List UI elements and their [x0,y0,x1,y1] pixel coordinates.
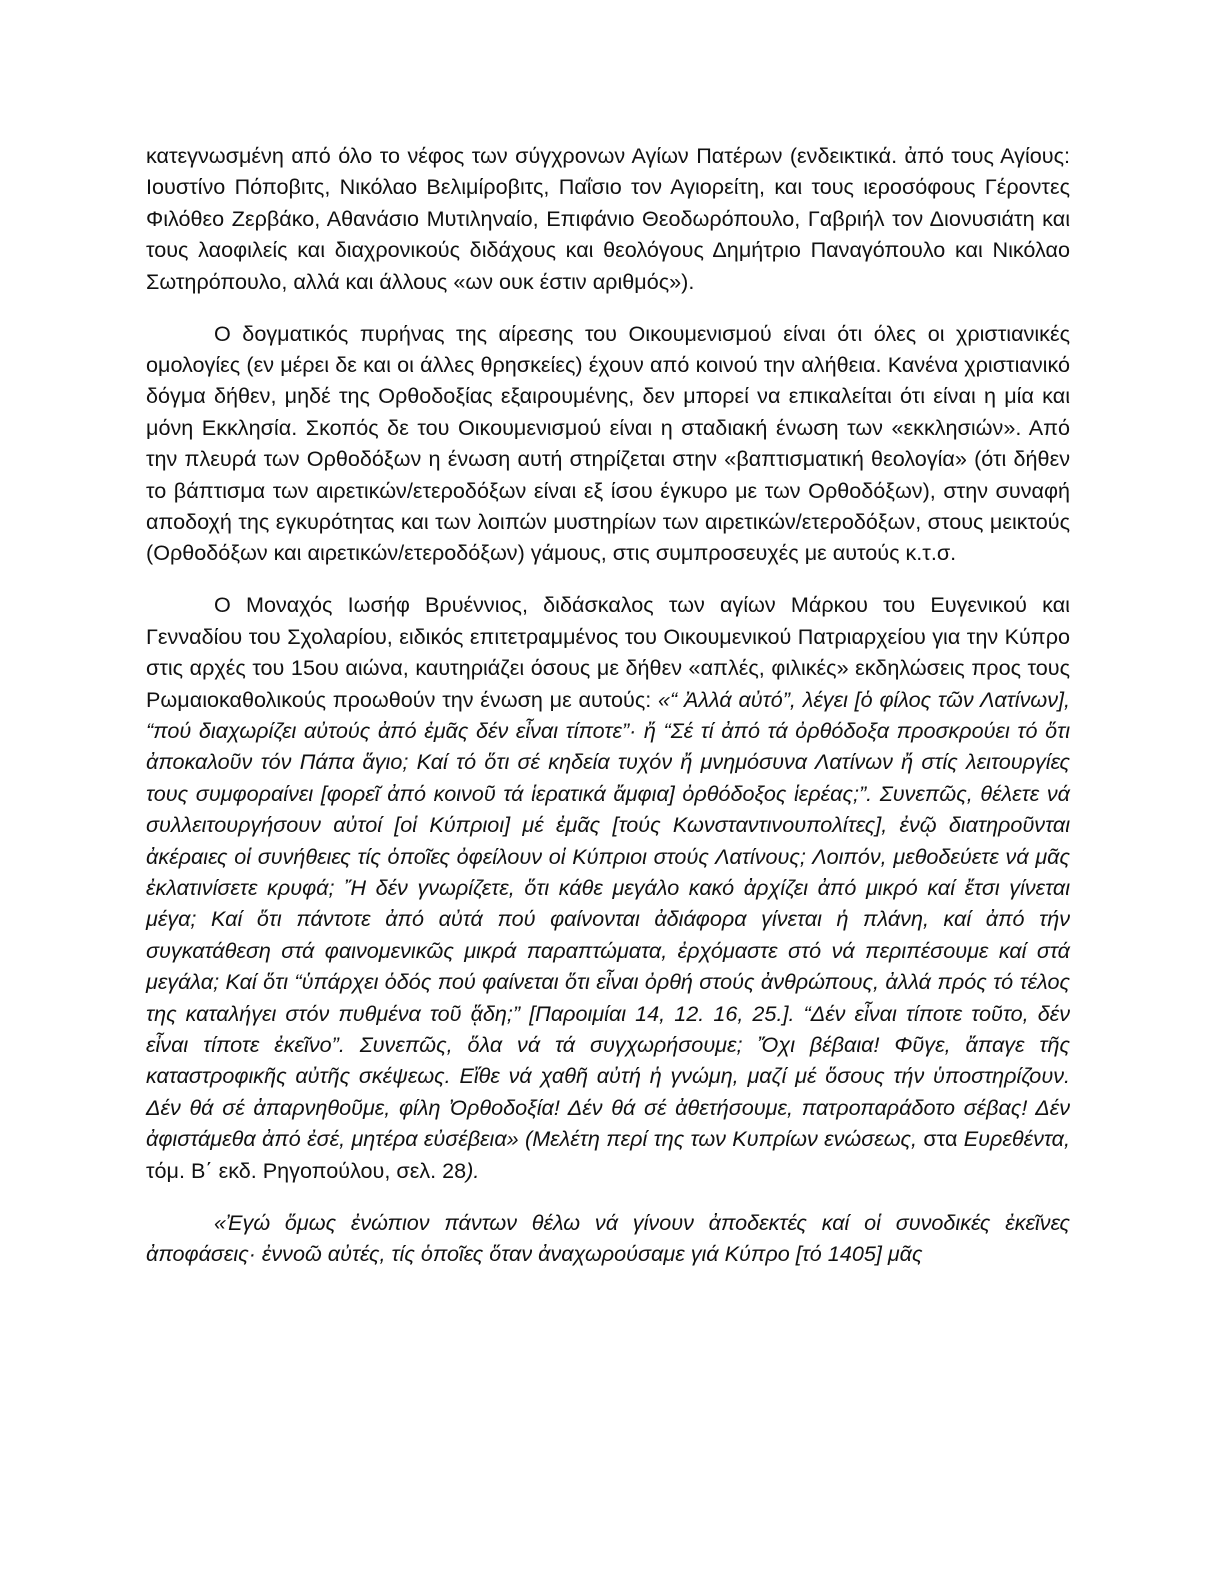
paragraph-4 [146,1207,1070,1270]
paragraph-2 [146,318,1070,569]
paragraph-3-citation-edition: τόμ. Β΄ εκδ. Ρηγοπούλου, σελ. 28 [146,1157,467,1183]
paragraph-1-text: κατεγνωσμένη από όλο το νέφος των σύγχρονων Αγίων Πατέρων (ενδεικτικά. ἀπό τους Αγίους: Ιουστίνο Πόποβιτς, Νικόλαο Βελιμίροβιτς, Παΐσιο τον Αγιορείτη, και τους ιεροσόφους Γέροντες Φιλόθεο Ζερβάκο, Αθανάσιο Μυτιληναίο, Επιφάνιο Θεοδωρόπουλο, Γαβριήλ τον Διονυσιάτη και τους λαοφιλείς και διαχρονικούς διδάχους και θεολόγους Δημήτριο Παναγόπουλο και Νικόλαο Σωτηρόπουλο, αλλά και άλλους «ων ουκ έστιν αριθμός»). [146,143,1070,294]
paragraph-2-text: Ο δογματικός πυρήνας της αίρεσης του Οικουμενισμού είναι ότι όλες οι χριστιανικές ομολογίες (εν μέρει δε και οι άλλες θρησκείες) έχουν από κοινού την αλήθεια. Κανένα χριστιανικό δόγμα δήθεν, μηδέ της Ορθοδοξίας εξαιρουμένης, δεν μπορεί να επικαλείται ότι είναι η μία και μόνη Εκκλησία. Σκοπός δε του Οικουμενισμού είναι η σταδιακή ένωση των «εκκλησιών». Από την πλευρά των Ορθοδόξων η ένωση αυτή στηρίζεται στην «βαπτισματική θεολογία» (ότι δήθεν το βάπτισμα των αιρετικών/ετεροδόξων είναι εξ ίσου έγκυρο με των Ορθοδόξων), στην συναφή αποδοχή της εγκυρότητας και των λοιπών μυστηρίων των αιρετικών/ετεροδόξων, στους μεικτούς (Ορθοδόξων και αιρετικών/ετεροδόξων) γάμους, στις συμπροσευχές με αυτούς κ.τ.σ. [146,320,1070,566]
paragraph-3 [146,589,1070,1186]
paragraph-4-quote: «Ἐγώ ὅμως ἐνώπιον πάντων θέλω νά γίνουν ἀποδεκτές καί οἱ συνοδικές ἐκεῖνες ἀποφάσεις· ἐννοῶ αὐτές, τίς ὁποῖες ὅταν ἀναχωρούσαμε γιά Κύπρο [τό 1405] μᾶς [146,1209,1070,1266]
paragraph-3-citation-close: ). [466,1157,480,1183]
paragraph-3-quote: «“ Ἀλλά αὐτό”, λέγει [ὁ φίλος τῶν Λατίνων], “πού διαχωρίζει αὐτούς ἀπό ἐμᾶς δέν εἶναι τίποτε”· ἤ “Σέ τί ἀπό τά ὀρθόδοξα προσκρούει τό ὅτι ἀποκαλοῦν τόν Πάπα ἅγιο; Καί τό ὅτι σέ κηδεία τυχόν ἤ μνημόσυνα Λατίνων ἤ στίς λειτουργίες τους συμφοραίνει [φορεῖ ἀπό κοινοῦ τά ἱερατικά ἄμφια] ὀρθόδοξος ἱερέας;”. Συνεπῶς, θέλετε νά συλλειτουργήσουν αὐτοί [οἱ Κύπριοι] μέ ἐμᾶς [τούς Κωνσταντινουπολίτες], ἐνῷ διατηροῦνται ἀκέραιες οἱ συνήθειες τίς ὁποῖες ὀφείλουν οἱ Κύπριοι στούς Λατίνους; Λοιπόν, μεθοδεύετε νά μᾶς ἐκλατινίσετε κρυφά; Ἤ δέν γνωρίζετε, ὅτι κάθε μεγάλο κακό ἀρχίζει ἀπό μικρό καί ἔτσι γίνεται μέγα; Καί ὅτι πάντοτε ἀπό αὐτά πού φαίνονται ἀδιάφορα γίνεται ἡ πλάνη, καί ἀπό τήν συγκατάθεση στά φαινομενικῶς μικρά παραπτώματα, ἐρχόμαστε στό νά περιπέσουμε καί στά μεγάλα; Καί ὅτι “ὑπάρχει ὁδός πού φαίνεται ὅτι εἶναι ὀρθή στούς ἀνθρώπους, ἀλλά πρός τό τέλος της καταλήγει στόν πυθμένα τοῦ ᾅδη;” [Παροιμίαι 14, 12. 16, 25.]. “Δέν εἶναι τίποτε τοῦτο, δέν εἶναι τίποτε ἐκεῖνο”. Συνεπῶς, ὅλα νά τά συγχωρήσουμε; Ὄχι βέβαια! Φῦγε, ἄπαγε τῆς καταστροφικῆς αὐτῆς σκέψεως. Εἴθε νά χαθῆ αὐτή ἡ γνώμη, μαζί μέ ὅσους τήν ὑποστηρίζουν. Δέν θά σέ ἀπαρνηθοῦμε, φίλη Ὀρθοδοξία! Δέν θά σέ ἀθετήσουμε, πατροπαράδοτο σέβας! Δέν ἀφιστάμεθα ἀπό ἐσέ, μητέρα εὐσέβεια» (Μελέτη περί της των Κυπρίων ενώσεως, [146,686,1070,1152]
document-page [146,140,1070,1269]
paragraph-3-citation-work: Ευρεθέντα, [963,1126,1070,1152]
paragraph-1 [146,140,1070,297]
paragraph-3-intro-text: Ο Μοναχός Ιωσήφ Βρυέννιος, διδάσκαλος των αγίων Μάρκου του Ευγενικού και Γενναδίου του Σχολαρίου, ειδικός επιτετραμμένος του Οικουμενικού Πατριαρχείου για την Κύπρο στις αρχές του 15ου αιώνα, καυτηριάζει όσους με δήθεν «απλές, φιλικές» εκδηλώσεις προς τους Ρωμαιοκαθολικούς προωθούν την ένωση με αυτούς: [146,592,1070,712]
paragraph-3-citation-connector: στα [917,1126,964,1152]
